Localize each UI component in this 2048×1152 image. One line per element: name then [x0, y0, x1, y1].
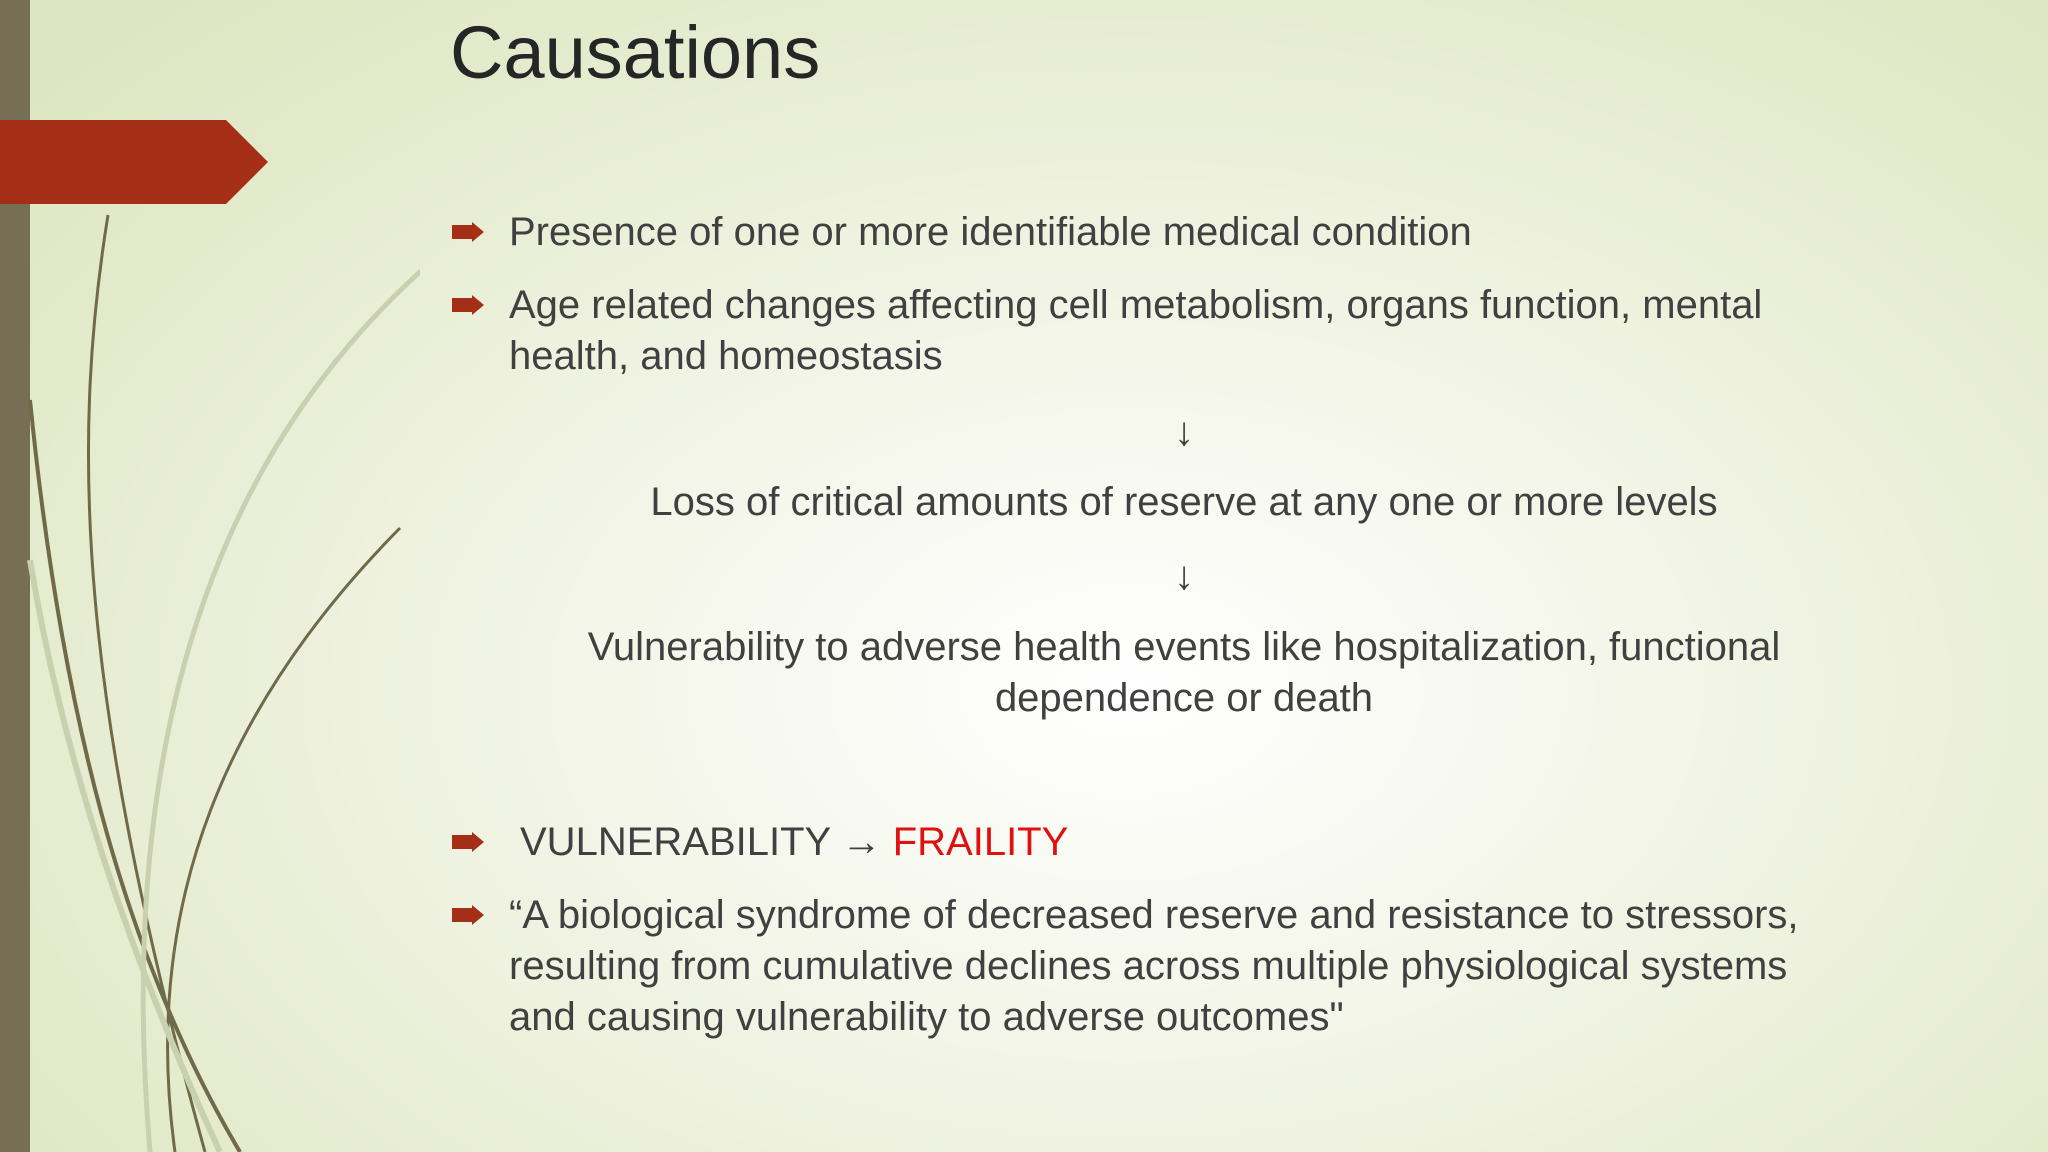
- flow-step-vulnerability-line2: dependence or death: [994, 676, 1374, 720]
- bullet-arrow-icon: [452, 832, 488, 852]
- bullet-age-changes-line2: health, and homeostasis: [509, 334, 943, 378]
- flow-step-vulnerability-line1: Vulnerability to adverse health events like hospitalization, functional: [587, 625, 1781, 669]
- bullet-medical-condition: Presence of one or more identifiable medical condition: [509, 210, 1472, 254]
- flow-arrow-down-icon: ↓: [1174, 410, 1194, 454]
- bullet-definition-line2: resulting from cumulative declines across multiple physiological systems: [509, 944, 1788, 988]
- vulnerability-label: VULNERABILITY →: [520, 820, 882, 864]
- flow-arrow-down-icon: ↓: [1174, 554, 1194, 598]
- bullet-arrow-icon: [452, 222, 488, 242]
- frailty-highlight: FRAILITY: [892, 820, 1069, 864]
- bullet-age-changes-line1: Age related changes affecting cell metabolism, organs function, mental: [509, 283, 1763, 327]
- bullet-vulnerability-frailty: [520, 816, 1068, 868]
- bullet-arrow-icon: [452, 295, 488, 315]
- title-accent-tab: [0, 120, 268, 204]
- bullet-definition-line1: “A biological syndrome of decreased reserve and resistance to stressors,: [509, 893, 1799, 937]
- bullet-definition-line3: and causing vulnerability to adverse outcomes": [509, 995, 1344, 1039]
- flow-step-reserve-loss: Loss of critical amounts of reserve at any one or more levels: [650, 480, 1718, 524]
- slide-title: Causations: [450, 11, 821, 94]
- bullet-arrow-icon: [452, 905, 488, 925]
